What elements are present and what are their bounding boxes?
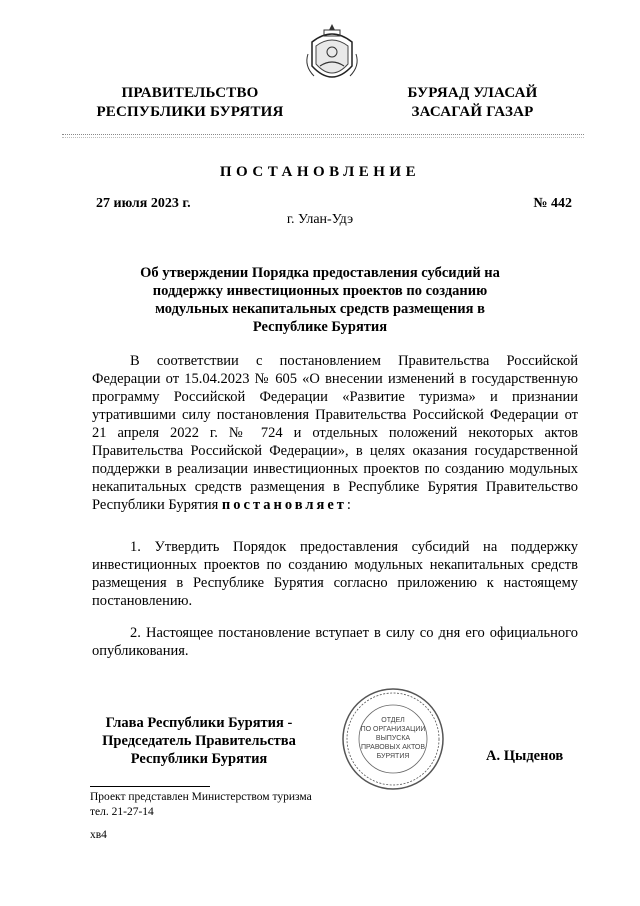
footer-phone: тел. 21-27-14 xyxy=(90,806,154,818)
paragraph-preamble xyxy=(92,352,578,514)
signatory-name: А. Цыденов xyxy=(486,748,564,764)
header-left-line1: ПРАВИТЕЛЬСТВО xyxy=(121,85,259,101)
stamp-line2: ПО ОРГАНИЗАЦИИ xyxy=(360,726,426,733)
header-right-line2: ЗАСАГАЙ ГАЗАР xyxy=(411,104,534,120)
header-left-line2: РЕСПУБЛИКИ БУРЯТИЯ xyxy=(96,104,284,120)
item-2-text: 2. Настоящее постановление вступает в силу со дня его официального опубликования. xyxy=(92,625,578,659)
document-city: г. Улан-Удэ xyxy=(286,212,354,227)
footer-prepared-by: Проект представлен Министерством туризма xyxy=(90,791,312,803)
coat-of-arms-icon xyxy=(302,22,362,92)
stamp-line1: ОТДЕЛ xyxy=(381,717,405,724)
preamble-text: В соответствии с постановлением Правительства Российской Федерации от 15.04.2023 № 605 «О внесении изменений в государственную программу Российской Федерации «Развитие туризма» и признании утратившими силу постановления Правительства Российской Федерации от 21 апреля 2022 г. № 724 и отдельных положений некоторых актов Правительства Российской Федерации», в целях оказания государственной поддержки в реализации инвестиционных проектов по созданию модульных некапитальных средств размещения в Республике Бурятия Правительство Республики Бурятия xyxy=(92,353,578,513)
paragraph-item-2 xyxy=(92,624,578,660)
stamp-line4: ПРАВОВЫХ АКТОВ xyxy=(360,744,426,751)
stamp-line3: ВЫПУСКА xyxy=(375,735,411,742)
header-divider xyxy=(62,134,584,138)
document-title: ПОСТАНОВЛЕНИЕ xyxy=(219,164,421,180)
footer-code: хв4 xyxy=(90,829,107,841)
document-number: № 442 xyxy=(533,196,572,211)
signatory-title xyxy=(86,714,312,768)
header-right-line1: БУРЯАД УЛАСАЙ xyxy=(407,85,538,101)
stamp-line5: БУРЯТИЯ xyxy=(376,753,410,760)
document-date: 27 июля 2023 г. xyxy=(96,196,191,211)
signatory-line3: Республики Бурятия xyxy=(130,751,268,767)
signatory-line2: Председатель Правительства xyxy=(102,733,296,749)
document-subject: Об утверждении Порядка предоставления субсидий на поддержку инвестиционных проектов по созданию модульных некапитальных средств размещения в Республике Бурятия xyxy=(140,265,500,335)
header-left xyxy=(80,84,300,122)
decree-word: постановляет xyxy=(221,497,347,513)
signatory-line1: Глава Республики Бурятия - xyxy=(105,715,293,731)
footer-divider xyxy=(90,786,210,787)
official-stamp-icon xyxy=(340,686,446,792)
paragraph-item-1 xyxy=(92,538,578,610)
item-1-text: 1. Утвердить Порядок предоставления субсидий на поддержку инвестиционных проектов по созданию модульных некапитальных средств размещения в Республике Бурятия согласно приложению к настоящему постановлению. xyxy=(92,539,578,609)
decree-colon: : xyxy=(346,497,351,513)
header-right xyxy=(395,84,550,122)
